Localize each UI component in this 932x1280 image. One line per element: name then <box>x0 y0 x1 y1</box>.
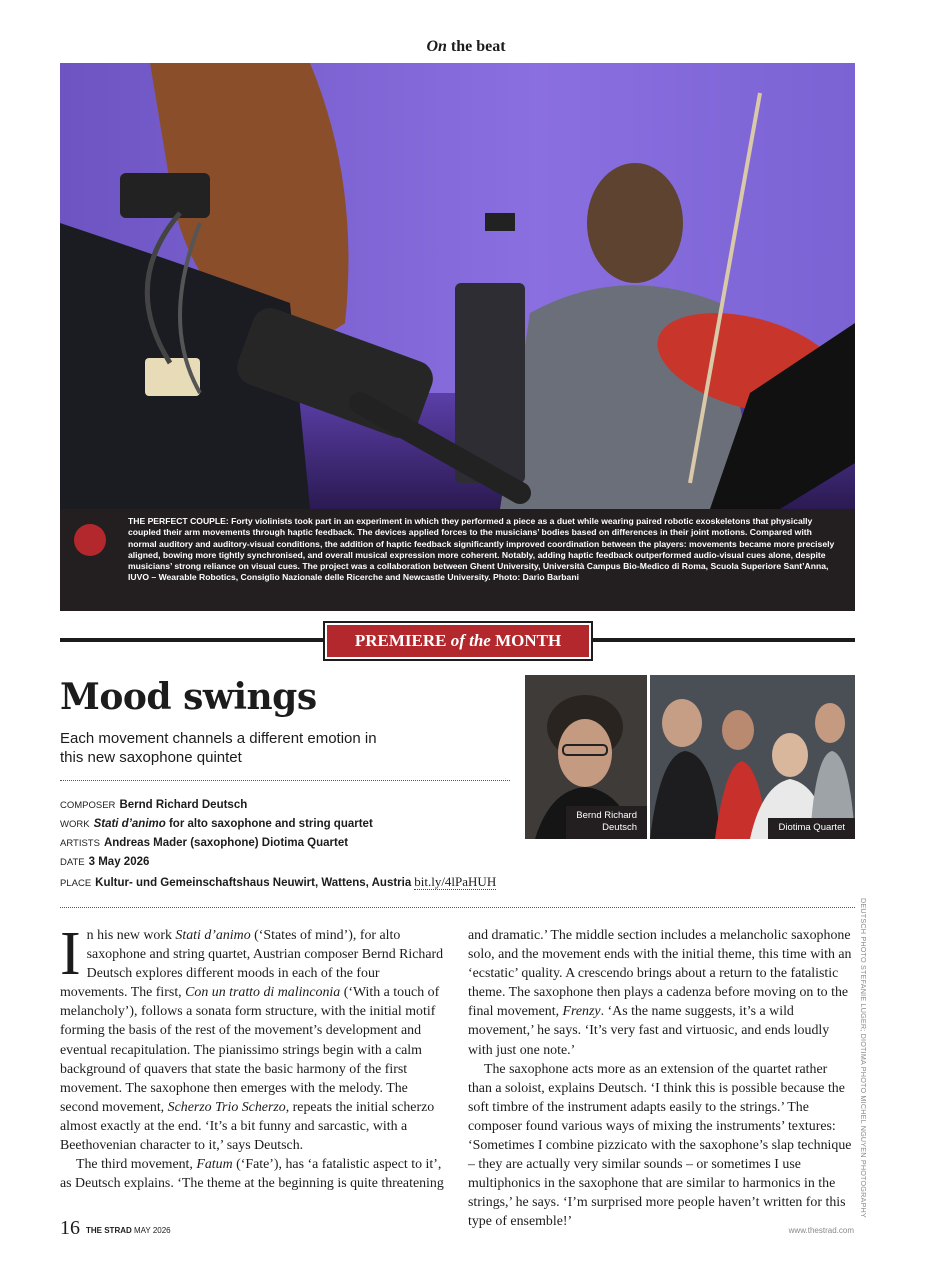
banner-rule-left <box>60 638 325 642</box>
portrait-label-diotima: Diotima Quartet <box>768 818 855 839</box>
short-link[interactable]: bit.ly/4lPaHUH <box>414 874 497 889</box>
page-number: 16 <box>60 1217 80 1239</box>
divider <box>60 780 510 781</box>
divider <box>60 907 855 908</box>
banner-rule-right <box>591 638 855 642</box>
portrait-deutsch <box>525 675 647 839</box>
article-standfirst: Each movement channels a different emotion in this new saxophone quintet <box>60 730 377 766</box>
paragraph: The saxophone acts more as an extension of the quartet rather than a soloist, explains Deutsch. ‘I think this is possible because the soft timbre of the instrument adapts easily to the strings.’ The composer found various ways of mixing the instruments’ textures: ‘Sometimes I combine pizzicato with the saxophone’s slap technique – they are actually very similar sounds – or sometimes I use multiphonics in the saxophone that are similar to harmonics in the strings,’ he says. ‘I’m surprised more people haven’t written for this type of ensemble!’ <box>468 1061 852 1230</box>
photo-credit: DEUTSCH PHOTO STEFANIE LUGER; DIOTIMA PHOTO MICHEL NGUYEN PHOTOGRAPHY <box>859 898 868 1218</box>
fact-date: DATE 3 May 2026 <box>60 856 150 868</box>
running-head: On the beat <box>426 38 506 55</box>
premiere-banner: PREMIERE of the MONTH <box>327 625 589 657</box>
website-url[interactable]: www.thestrad.com <box>788 1226 854 1235</box>
drop-cap: I <box>60 920 81 988</box>
portrait-label-deutsch: Bernd Richard Deutsch <box>566 806 647 839</box>
magazine-issue: THE STRAD MAY 2026 <box>86 1226 171 1235</box>
fact-composer: COMPOSER Bernd Richard Deutsch <box>60 799 248 811</box>
fact-place: PLACE Kultur- und Gemeinschaftshaus Neuwirt, Wattens, Austria bit.ly/4lPaHUH <box>60 874 497 889</box>
body-column-1 <box>60 920 445 1193</box>
fact-artists: ARTISTS Andreas Mader (saxophone) Diotima Quartet <box>60 837 349 849</box>
paragraph: The third movement, Fatum (‘Fate’), has ‘a fatalistic aspect to it’, as Deutsch explains. ‘The theme at the beginning is quite threatening <box>60 1157 444 1192</box>
hero-photo <box>60 63 855 509</box>
photo-caption: THE PERFECT COUPLE: Forty violinists took part in an experiment in which they performed a piece as a duet while wearing paired robotic exoskeletons that physically coupled their arm movements through haptic feedback. The devices applied forces to the musicians’ bodies based on differences in their joint motions. Compared with normal auditory and auditory-visual conditions, the addition of haptic feedback significantly improved coordination between the players: movements became more precisely aligned, bowing more tightly synchronised, and overall musical expression more coherent. Notably, adding haptic feedback outperformed audio-visual cues alone, despite musicians’ strong reliance on visual cues. The project was a collaboration between Ghent University, Università Campus Bio-Medico di Roma, Scuola Superiore Sant’Anna, IUVO – Wearable Robotics, Consiglio Nazionale delle Ricerche and Newcastle University. Photo: Dario Barbani <box>60 509 855 611</box>
fact-box <box>60 796 530 893</box>
caption-marker-icon <box>74 524 106 556</box>
paragraph: In his new work Stati d’animo (‘States of mind’), for alto saxophone and string quartet, Austrian composer Bernd Richard Deutsch explores different moods in each of the four movements. The first, Con un tratto di malinconia (‘With a touch of melancholy’), follows a sonata form structure, with the initial motif forming the basis of the rest of the movement’s development and eventual recapitulation. The pianissimo strings begin with a calm background of quavers that state the basic harmony of the first movement. The saxophone then emerges with the melody. The second movement, Scherzo Trio Scherzo, repeats the initial scherzo almost exactly at the end. ‘It’s a bit funny and sarcastic, with a Beethovenian character to it,’ says Deutsch. <box>60 920 444 1154</box>
fact-work: WORK Stati d’animo for alto saxophone and string quartet <box>60 818 373 830</box>
body-column-2 <box>468 926 853 1232</box>
paragraph: and dramatic.’ The middle section includes a melancholic saxophone solo, and the movement ends with the initial theme, this time with an ‘ecstatic’ quality. A crescendo brings about a return to the fatalistic theme. The saxophone then plays a cadenza before moving on to the final movement, Frenzy. ‘As the name suggests, it’s a wild movement,’ he says. ‘It’s very fast and virtuosic, and ends loudly with just one note.’ <box>468 928 852 1058</box>
article-headline: Mood swings <box>60 676 317 718</box>
portrait-diotima <box>650 675 855 839</box>
